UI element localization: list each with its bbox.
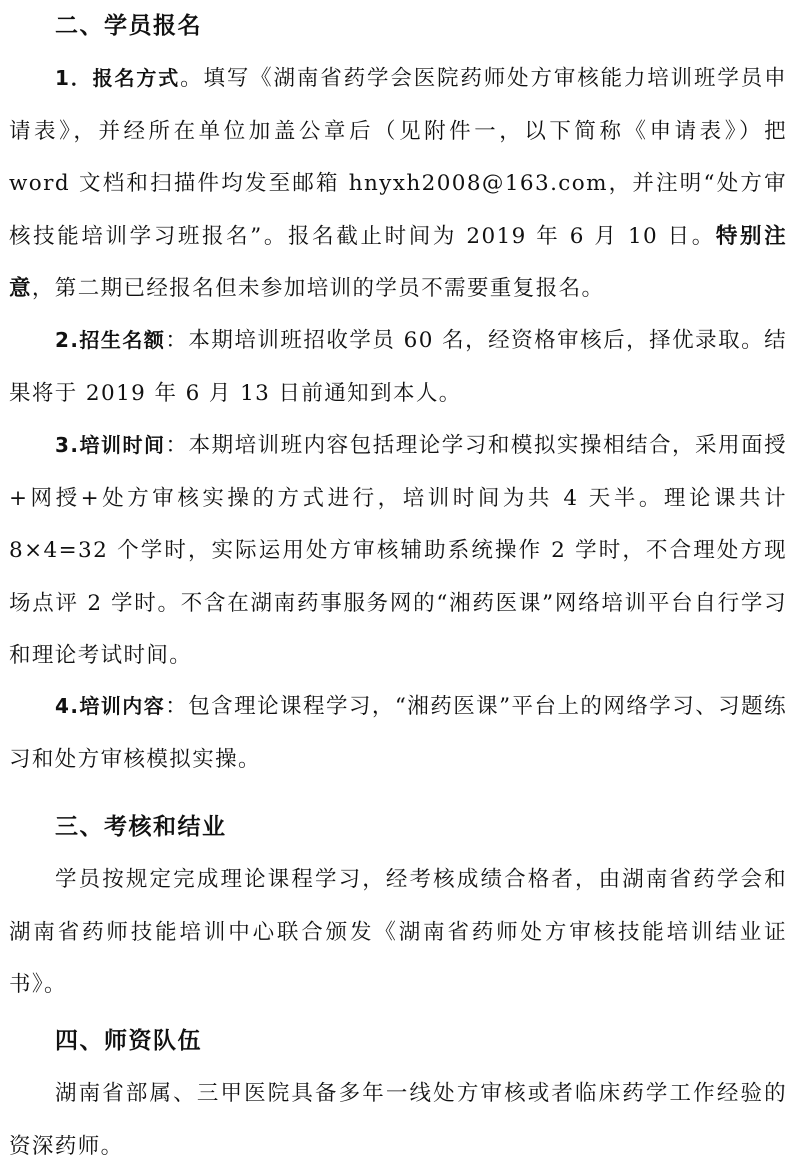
paragraph-training-time bbox=[9, 419, 787, 683]
item-label-registration-method: 报名方式 bbox=[92, 66, 181, 90]
paragraph-assessment: 学员按规定完成理论课程学习，经考核成绩合格者，由湖南省药学会和湖南省药师技能培训中心联合颁发《湖南省药师处方审核技能培训结业证书》。 bbox=[9, 867, 787, 997]
item-number: 3. bbox=[55, 433, 80, 457]
item-text: ：本期培训班招收学员 60 名，经资格审核后，择优录取。结果将于 2019 年 6 月 13 日前通知到本人。 bbox=[9, 328, 787, 406]
section-heading-registration: 二、学员报名 bbox=[55, 13, 202, 39]
item-number: 4. bbox=[55, 694, 80, 718]
paragraph-faculty: 湖南省部属、三甲医院具备多年一线处方审核或者临床药学工作经验的资深药师。 bbox=[9, 1081, 787, 1159]
section-heading-faculty: 四、师资队伍 bbox=[55, 1028, 202, 1054]
paragraph-enrollment-quota bbox=[9, 314, 787, 420]
item-label-enrollment-quota: 招生名额 bbox=[79, 328, 166, 352]
item-label-training-time: 培训时间 bbox=[79, 433, 166, 457]
item-text: ，第二期已经报名但未参加培训的学员不需要重复报名。 bbox=[31, 276, 605, 301]
item-text: 。填写《湖南省药学会医院药师处方审核能力培训班学员申请表》，并经所在单位加盖公章后（见附件一，以下简称《申请表》）把 word 文档和扫描件均发至邮箱 hnyxh2008@163.com，并注明“处方审核技能培训学习班报名”。报名截止时间为 2019 年 6 月 10 日。 bbox=[9, 66, 788, 249]
item-label-training-content: 培训内容 bbox=[79, 694, 166, 718]
special-note-emphasis: 特别注意 bbox=[9, 223, 788, 301]
section-heading-assessment: 三、考核和结业 bbox=[55, 814, 227, 840]
item-number: 2. bbox=[55, 328, 80, 352]
paragraph-registration-method bbox=[9, 52, 787, 316]
item-number: 1． bbox=[55, 66, 93, 90]
paragraph-training-content bbox=[9, 680, 787, 786]
item-text: ：包含理论课程学习，“湘药医课”平台上的网络学习、习题练习和处方审核模拟实操。 bbox=[9, 694, 788, 772]
item-text: ：本期培训班内容包括理论学习和模拟实操相结合，采用面授+网授+处方审核实操的方式进行，培训时间为共 4 天半。理论课共计 8×4=32 个学时，实际运用处方审核辅助系统操作 2 学时，不合理处方现场点评 2 学时。不含在湖南药事服务网的“湘药医课”网络培训平台自行学习和理论考试时间。 bbox=[9, 433, 787, 668]
